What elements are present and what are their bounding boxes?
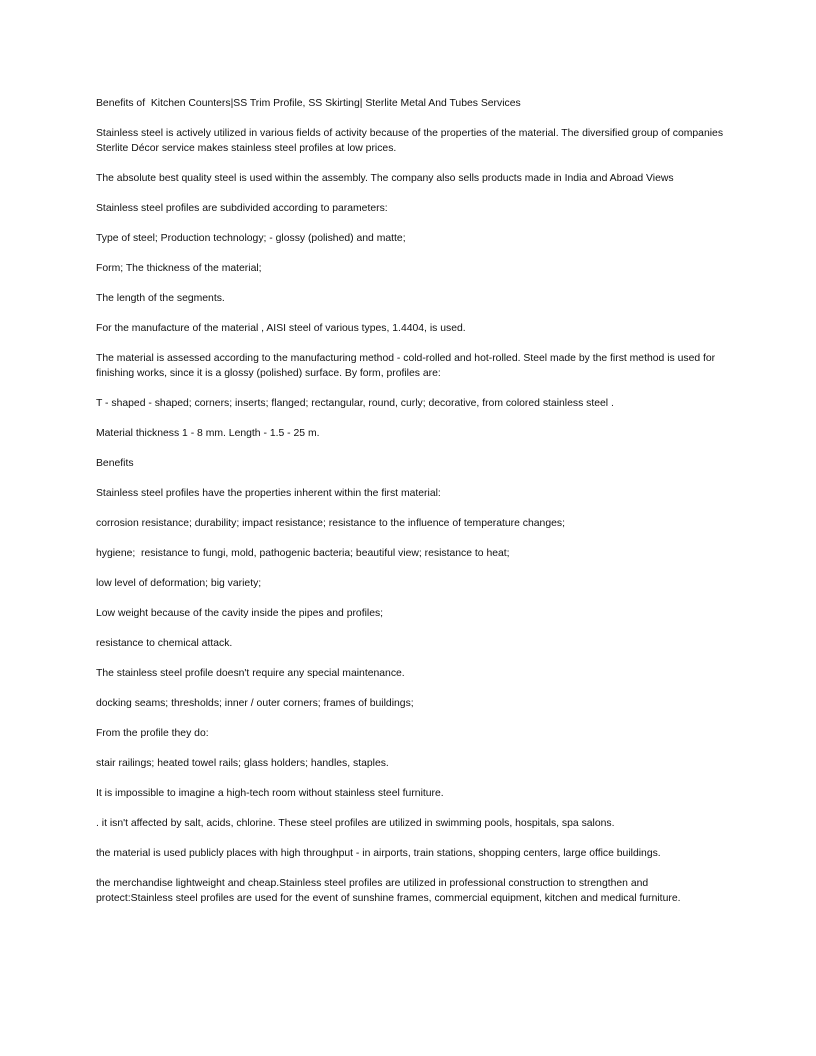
paragraph: hygiene; resistance to fungi, mold, pathogenic bacteria; beautiful view; resistance to heat; xyxy=(96,548,510,559)
paragraph: Stainless steel profiles have the properties inherent within the first material: xyxy=(96,488,441,499)
paragraph: The material is assessed according to the manufacturing method - cold-rolled and hot-rolled. Steel made by the first method is used for finishing works, since it is a glossy (polished) surface. By form, profiles are: xyxy=(96,353,719,379)
paragraph: Type of steel; Production technology; - glossy (polished) and matte; xyxy=(96,233,406,244)
paragraph: Low weight because of the cavity inside the pipes and profiles; xyxy=(96,608,384,619)
paragraph: Material thickness 1 - 8 mm. Length - 1.5 - 25 m. xyxy=(96,428,320,439)
paragraph: resistance to chemical attack. xyxy=(96,638,233,649)
paragraph: Form; The thickness of the material; xyxy=(96,263,262,274)
paragraph: the material is used publicly places with high throughput - in airports, train stations, shopping centers, large office buildings. xyxy=(96,848,661,859)
paragraph: The length of the segments. xyxy=(96,293,225,304)
paragraph: From the profile they do: xyxy=(96,728,209,739)
paragraph: Stainless steel profiles are subdivided according to parameters: xyxy=(96,203,388,214)
paragraph: the merchandise lightweight and cheap.Stainless steel profiles are utilized in professional construction to strengthen and protect:Stainless steel profiles are used for the event of sunshine frames, commercial equipment, kitchen and medical furniture. xyxy=(96,878,681,904)
paragraph: T - shaped - shaped; corners; inserts; flanged; rectangular, round, curly; decorative, from colored stainless steel . xyxy=(96,398,614,409)
paragraph: docking seams; thresholds; inner / outer corners; frames of buildings; xyxy=(96,698,414,709)
paragraph: low level of deformation; big variety; xyxy=(96,578,262,589)
paragraph: The absolute best quality steel is used within the assembly. The company also sells products made in India and Abroad Views xyxy=(96,173,674,184)
document-title: Benefits of Kitchen Counters|SS Trim Profile, SS Skirting| Sterlite Metal And Tubes Services xyxy=(96,98,521,109)
paragraph: Stainless steel is actively utilized in various fields of activity because of the properties of the material. The diversified group of companies Sterlite Décor service makes stainless steel profiles at low prices. xyxy=(96,128,726,154)
paragraph: The stainless steel profile doesn't require any special maintenance. xyxy=(96,668,405,679)
paragraph: corrosion resistance; durability; impact resistance; resistance to the influence of temperature changes; xyxy=(96,518,565,529)
section-heading: Benefits xyxy=(96,458,134,469)
paragraph: . it isn't affected by salt, acids, chlorine. These steel profiles are utilized in swimming pools, hospitals, spa salons. xyxy=(96,818,615,829)
paragraph: For the manufacture of the material , AISI steel of various types, 1.4404, is used. xyxy=(96,323,466,334)
paragraph: stair railings; heated towel rails; glass holders; handles, staples. xyxy=(96,758,389,769)
paragraph: It is impossible to imagine a high-tech room without stainless steel furniture. xyxy=(96,788,444,799)
document-body xyxy=(96,96,726,921)
